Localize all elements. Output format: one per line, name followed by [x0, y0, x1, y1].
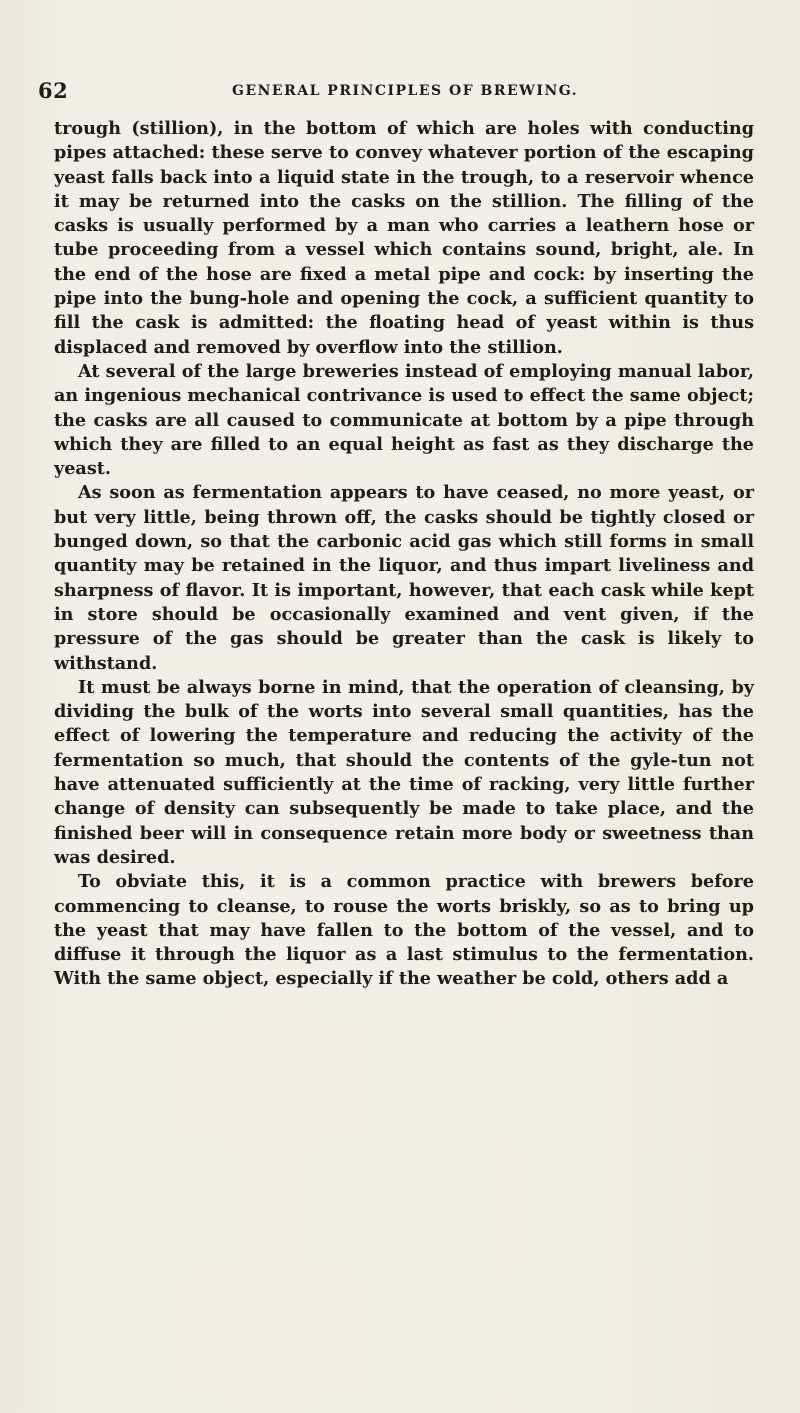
paragraph-continuation: trough (stillion), in the bottom of which are holes with conducting pipes attached: these serve to convey whatever portion of the escaping yeast falls back into a liquid state in the trough, to a reservoir whence it may be returned into the casks on the stillion. The filling of the casks is usually performed by a man who carries a leathern hose or tube proceeding from a vessel which contains sound, bright, ale. In the end of the hose are fixed a metal pipe and cock: by inserting the pipe into the bung-hole and opening the cock, a sufficient quantity to fill the cask is admitted: the floating head of yeast within is thus displaced and removed by overflow into the stillion. [54, 118, 754, 358]
running-head: GENERAL PRINCIPLES OF BREWING. [232, 83, 579, 99]
body-text [54, 117, 754, 992]
paragraph: As soon as fermentation appears to have ceased, no more yeast, or but very little, being thrown off, the casks should be tightly closed or bunged down, so that the carbonic acid gas which still forms in small quantity may be retained in the liquor, and thus impart liveliness and sharpness of flavor. It is important, however, that each cask while kept in store should be occasionally examined and vent given, if the pressure of the gas should be greater than the cask is likely to withstand. [54, 482, 754, 674]
page-number: 62 [38, 78, 69, 103]
paragraph: At several of the large breweries instead of employing manual labor, an ingenious mechanical contrivance is used to effect the same object; the casks are all caused to communicate at bottom by a pipe through which they are filled to an equal height as fast as they discharge the yeast. [54, 360, 754, 480]
paragraph: It must be always borne in mind, that the operation of cleansing, by dividing the bulk of the worts into several small quantities, has the effect of lowering the temperature and reducing the activity of the fermentation so much, that should the contents of the gyle-tun not have attenuated sufficiently at the time of racking, very little further change of density can subsequently be made to take place, and the finished beer will in consequence retain more body or sweetness than was desired. [54, 676, 754, 868]
paragraph: To obviate this, it is a common practice with brewers before commencing to cleanse, to rouse the worts briskly, so as to bring up the yeast that may have fallen to the bottom of the vessel, and to diffuse it through the liquor as a last stimulus to the fermentation. With the same object, especially if the weather be cold, others add a [54, 871, 754, 990]
